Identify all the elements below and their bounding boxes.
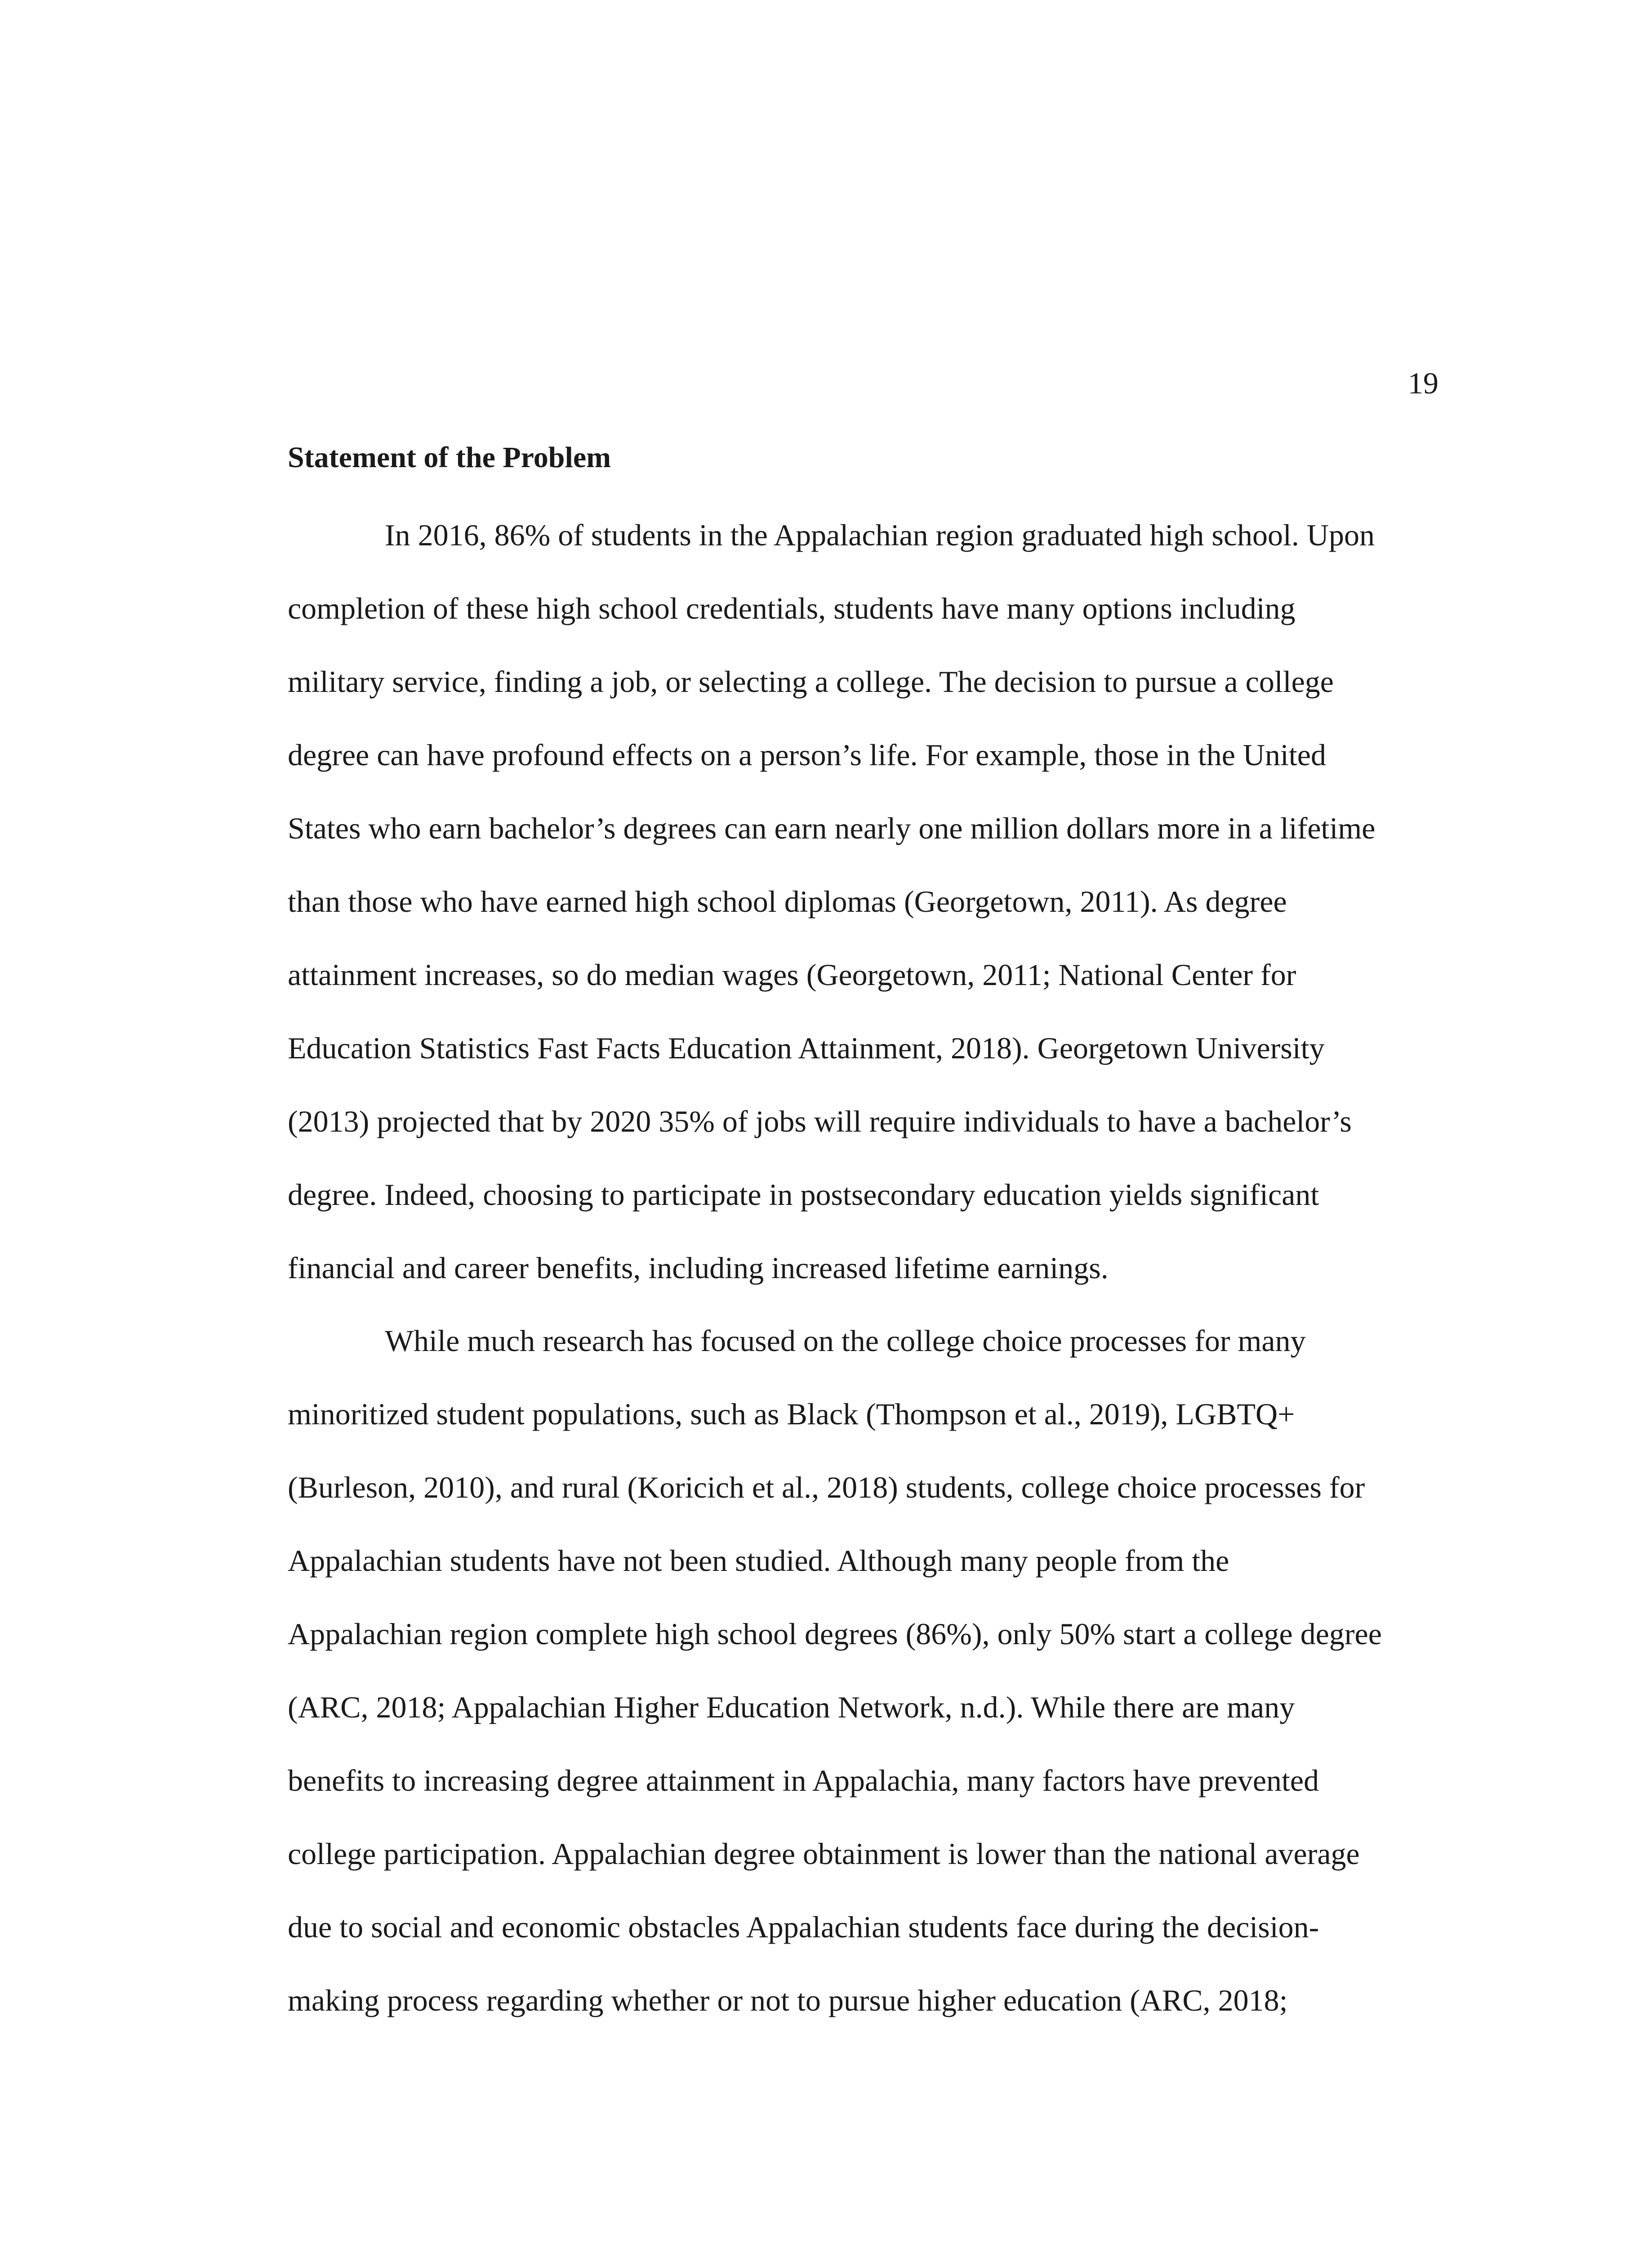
paragraph-line: (ARC, 2018; Appalachian Higher Education Network, n.d.). While there are many [288, 1690, 1295, 1724]
paragraph-line: than those who have earned high school diplomas (Georgetown, 2011). As degree [288, 884, 1287, 919]
paragraph-line: (Burleson, 2010), and rural (Koricich et al., 2018) students, college choice processes for [288, 1470, 1365, 1504]
paragraph-line: completion of these high school credentials, students have many options including [288, 591, 1296, 625]
paragraph-line: due to social and economic obstacles Appalachian students face during the decision- [288, 1910, 1319, 1944]
paragraph-line: Appalachian region complete high school degrees (86%), only 50% start a college degree [288, 1617, 1382, 1651]
paragraph-line: making process regarding whether or not to pursue higher education (ARC, 2018; [288, 1983, 1288, 2017]
paragraph-line: While much research has focused on the college choice processes for many [385, 1324, 1306, 1358]
paragraph-line: attainment increases, so do median wages (Georgetown, 2011; National Center for [288, 958, 1296, 992]
paragraph-line: college participation. Appalachian degree obtainment is lower than the national average [288, 1837, 1360, 1871]
paragraph-line: States who earn bachelor’s degrees can earn nearly one million dollars more in a lifetime [288, 811, 1376, 845]
paragraph-line: financial and career benefits, including increased lifetime earnings. [288, 1251, 1109, 1285]
paragraph-line: degree can have profound effects on a person’s life. For example, those in the United [288, 738, 1326, 772]
paragraph-line: Education Statistics Fast Facts Education Attainment, 2018). Georgetown University [288, 1031, 1325, 1065]
paragraph-line: degree. Indeed, choosing to participate in postsecondary education yields significant [288, 1178, 1319, 1212]
paragraph-line: minoritized student populations, such as Black (Thompson et al., 2019), LGBTQ+ [288, 1397, 1295, 1431]
paragraph-line: benefits to increasing degree attainment in Appalachia, many factors have prevented [288, 1763, 1319, 1798]
paragraph-line: In 2016, 86% of students in the Appalachian region graduated high school. Upon [385, 518, 1375, 552]
page-number: 19 [1408, 366, 1438, 400]
paragraph-2 [288, 1323, 1438, 2056]
paragraph-line: military service, finding a job, or selecting a college. The decision to pursue a college [288, 665, 1334, 699]
paragraph-line: Appalachian students have not been studied. Although many people from the [288, 1543, 1229, 1578]
paragraph-line: (2013) projected that by 2020 35% of jobs will require individuals to have a bachelor’s [288, 1104, 1352, 1138]
paragraph-1 [288, 517, 1438, 1323]
section-heading: Statement of the Problem [288, 441, 611, 474]
